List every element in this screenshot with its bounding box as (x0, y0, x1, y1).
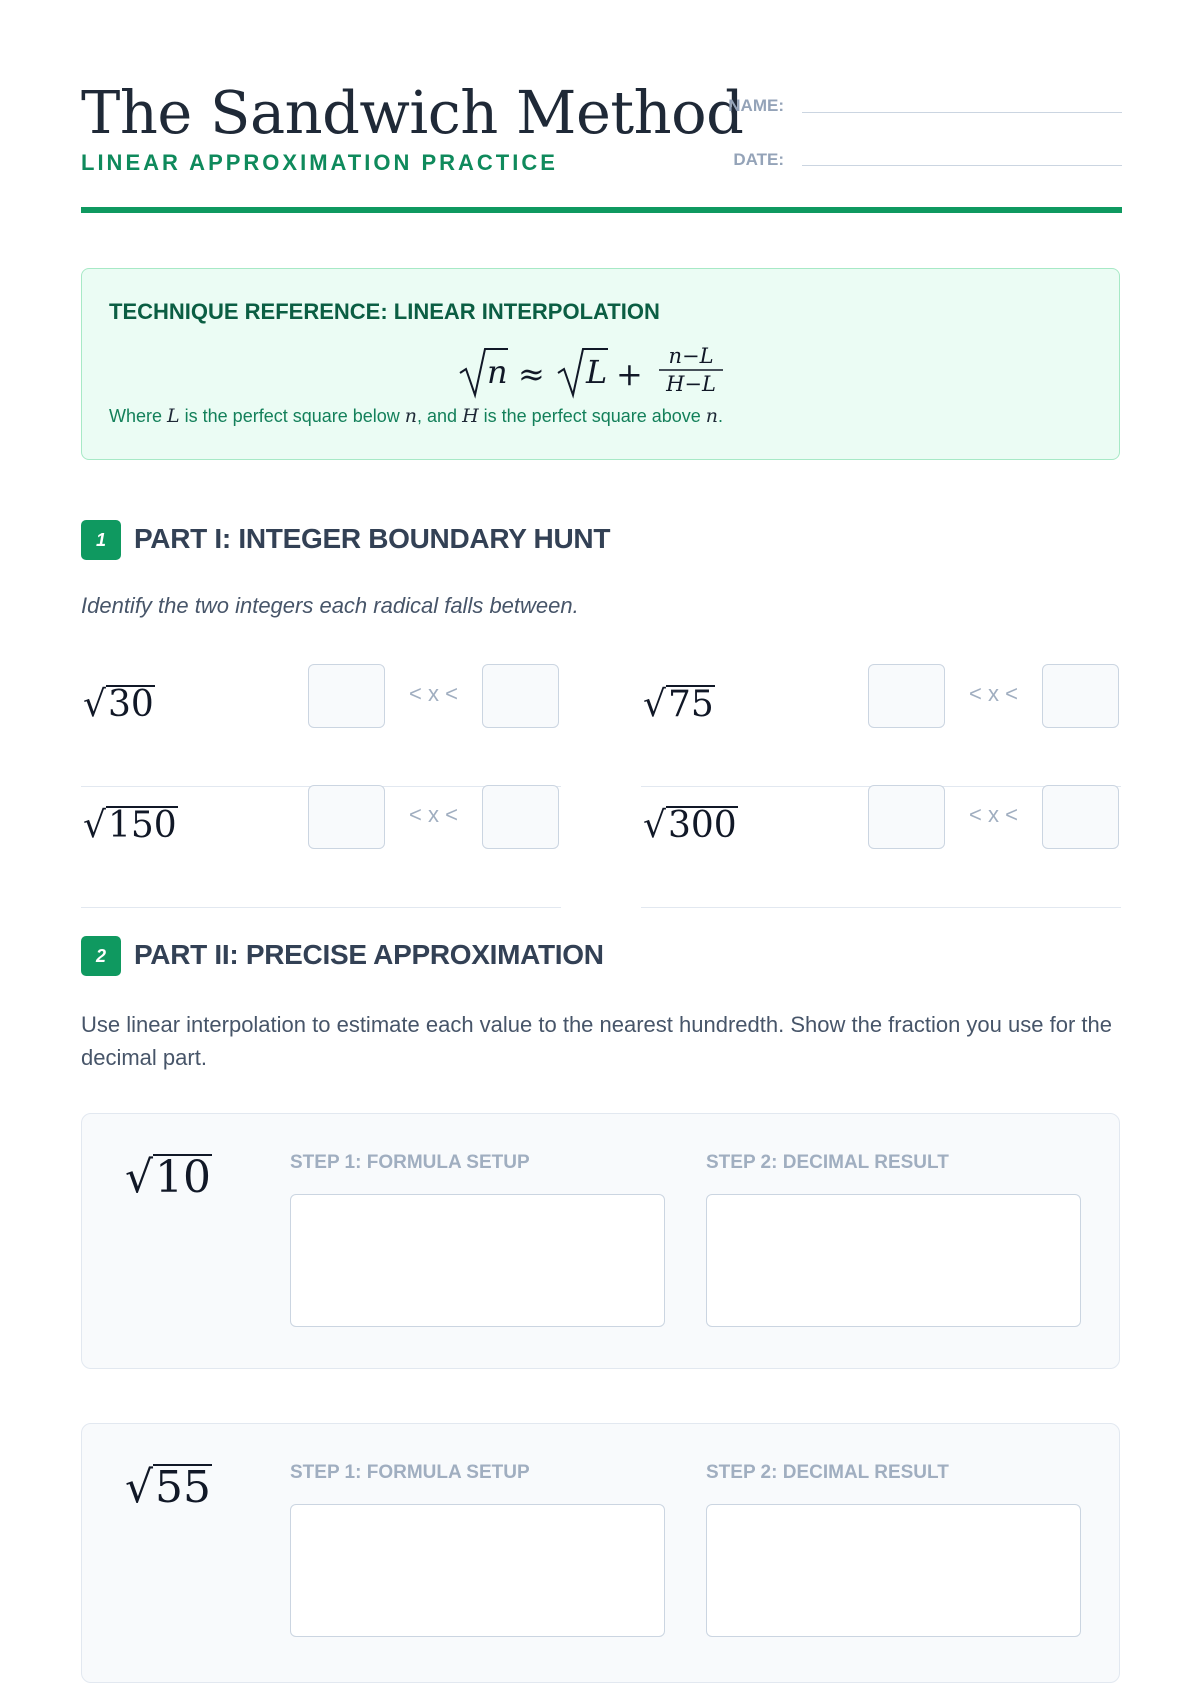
radical-expression: √150 (83, 805, 177, 846)
approximation-card (81, 1113, 1120, 1369)
formula-setup-input[interactable] (290, 1194, 665, 1327)
formula-lhs-radicand: n (486, 353, 508, 391)
reference-note: Where L is the perfect square below n, and H is the perfect square above n. (109, 405, 724, 427)
formula-plus-sign: + (615, 355, 643, 393)
approximation-card (81, 1423, 1120, 1683)
inequality-symbol: < x < (409, 681, 458, 706)
reference-heading: TECHNIQUE REFERENCE: LINEAR INTERPOLATION (109, 299, 660, 324)
step2-label: STEP 2: DECIMAL RESULT (706, 1462, 949, 1483)
step1-label: STEP 1: FORMULA SETUP (290, 1462, 530, 1483)
boundary-item (641, 664, 1121, 787)
radical-expression: √55 (125, 1462, 212, 1513)
worksheet-page (81, 0, 1121, 1513)
radical-expression: √30 (83, 684, 154, 725)
lower-bound-input[interactable] (308, 785, 385, 849)
decimal-result-input[interactable] (706, 1194, 1081, 1327)
lower-bound-input[interactable] (308, 664, 385, 728)
inequality-symbol: < x < (409, 802, 458, 827)
inequality-symbol: < x < (969, 681, 1018, 706)
name-field[interactable] (802, 112, 1122, 113)
date-label: DATE: (733, 150, 784, 169)
formula-numerator: n−L (667, 344, 714, 368)
upper-bound-input[interactable] (1042, 785, 1119, 849)
page-title: The Sandwich Method (81, 78, 744, 147)
inequality-symbol: < x < (969, 802, 1018, 827)
name-label: NAME: (728, 96, 784, 115)
lower-bound-input[interactable] (868, 785, 945, 849)
radical-expression: √75 (643, 684, 714, 725)
formula-setup-input[interactable] (290, 1504, 665, 1637)
boundary-item (81, 664, 561, 787)
worksheet-header (81, 0, 1121, 215)
header-divider (81, 207, 1122, 213)
upper-bound-input[interactable] (482, 785, 559, 849)
date-field[interactable] (802, 165, 1122, 166)
decimal-result-input[interactable] (706, 1504, 1081, 1637)
upper-bound-input[interactable] (482, 664, 559, 728)
part1-number-badge: 1 (81, 520, 121, 560)
interpolation-formula (82, 339, 1119, 399)
formula-denominator: H−L (665, 372, 716, 396)
page-subtitle: LINEAR APPROXIMATION PRACTICE (81, 150, 558, 175)
lower-bound-input[interactable] (868, 664, 945, 728)
radical-expression: √300 (643, 805, 737, 846)
formula-rhs-radicand: L (585, 353, 607, 391)
part2-number-badge: 2 (81, 936, 121, 976)
step1-label: STEP 1: FORMULA SETUP (290, 1152, 530, 1173)
part1-title: PART I: INTEGER BOUNDARY HUNT (134, 523, 611, 554)
part2-instruction: Use linear interpolation to estimate each value to the nearest hundredth. Show the fraction you use for the decimal part. (81, 1012, 1112, 1070)
boundary-item (641, 785, 1121, 908)
part2-title: PART II: PRECISE APPROXIMATION (134, 939, 604, 970)
formula-approx-sign: ≈ (517, 355, 545, 393)
step2-label: STEP 2: DECIMAL RESULT (706, 1152, 949, 1173)
boundary-item (81, 785, 561, 908)
technique-reference-box (81, 268, 1120, 460)
upper-bound-input[interactable] (1042, 664, 1119, 728)
part1-instruction: Identify the two integers each radical falls between. (81, 593, 579, 618)
radical-expression: √10 (125, 1152, 212, 1203)
